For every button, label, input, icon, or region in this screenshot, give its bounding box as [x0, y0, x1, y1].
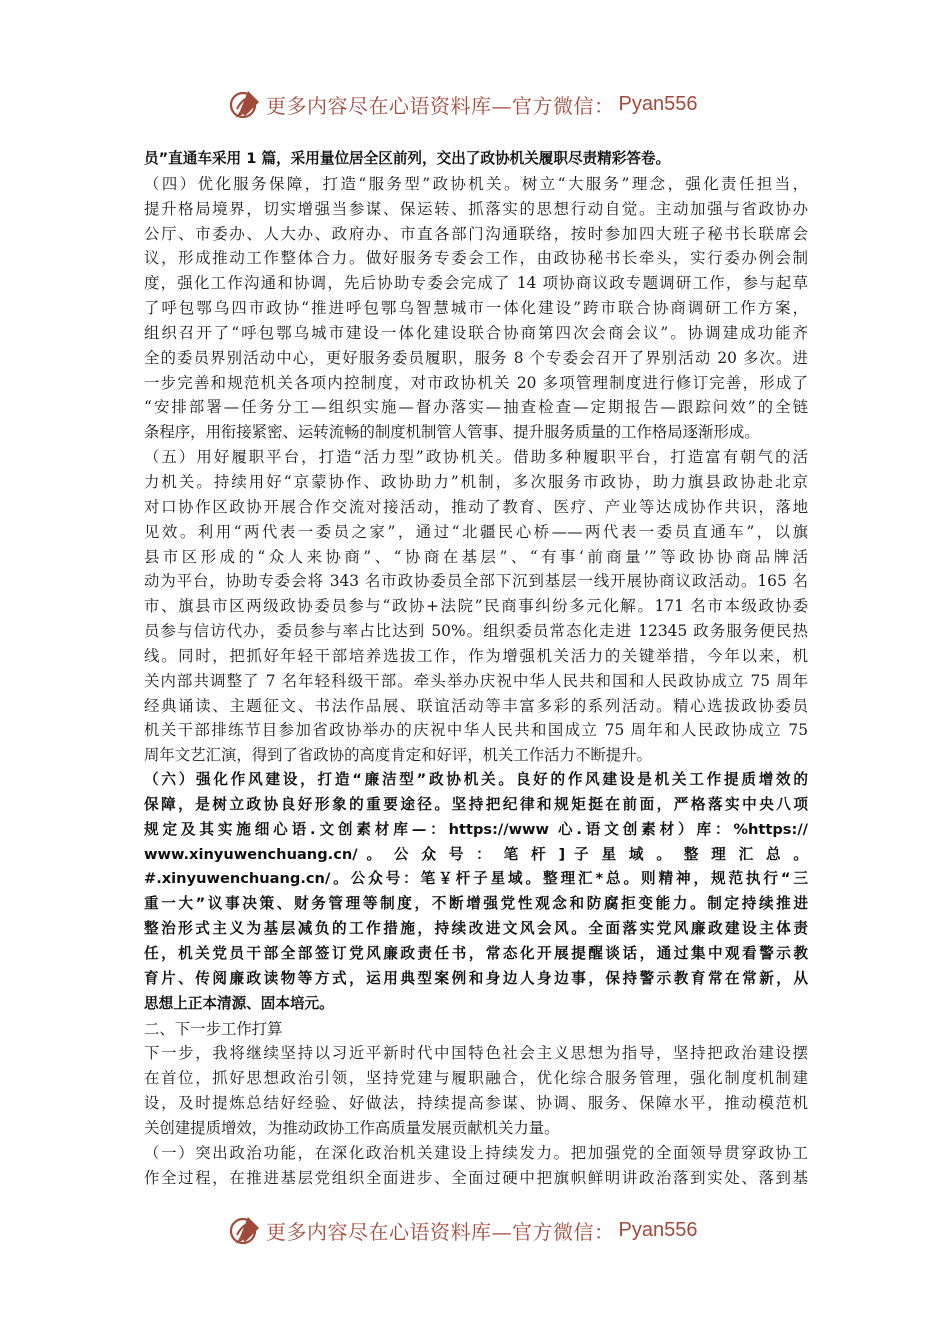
text-line: 组织召开了“呼包鄂乌城市建设一体化建设联合协商第四次会商会议”。协调建成功能齐 — [144, 323, 808, 342]
text-line: 关内部共调整了 7 名年轻科级干部。牵头举办庆祝中华人民共和国和人民政协成立 75 周年 — [144, 671, 808, 690]
text-line: 议，形成推动工作整体合力。做好服务专委会工作，由政协秘书长牵头，实行委办例会制 — [144, 249, 808, 268]
text-line: 重一大”议事决策、财务管理等制度，不断增强党性观念和防腐拒变能力。制定持续推进 — [144, 895, 808, 913]
text-line: 动为平台，协助专委会将 343 名市政协委员全部下沉到基层一线开展协商议政活动。165 名 — [144, 572, 808, 591]
text-line: 思想上正本清源、固本培元。 — [144, 994, 334, 1012]
text-line: 见效。利用“两代表一委员之家”，通过“北疆民心桥——两代表一委员直通车”，以旗 — [144, 522, 808, 541]
text-line: 公厅、市委办、人大办、政府办、市直各部门沟通联络，按时参加四大班子秘书长联席会 — [144, 224, 808, 243]
text-line: #.xinyuwenchuang.cn/。公众号：笔￥杆子星域。整理汇*总。则精神，规范执行“三 — [144, 870, 808, 888]
text-line: 市、旗县市区两级政协委员参与“政协+法院”民商事纠纷多元化解。171 名市本级政协委 — [144, 597, 808, 616]
header-banner-text: 更多内容尽在心语资料库—官方微信： — [266, 93, 615, 118]
text-line: 线。同时，把抓好年轻干部培养选拔工作，作为增强机关活力的关键举措，今年以来，机 — [144, 646, 808, 665]
text-line: （四）优化服务保障，打造“服务型”政协机关。树立“大服务”理念，强化责任担当， — [144, 174, 808, 193]
text-line: 作全过程，在推进基层党组织全面进步、全面过硬中把旗帜鲜明讲政治落到实处、落到基 — [144, 1168, 808, 1187]
text-line: 整治形式主义为基层减负的工作措施，持续改进文风会风。全面落实党风廉政建设主体责 — [144, 920, 808, 938]
text-line: 关创建提质增效，为推动政协工作高质量发展贡献机关力量。 — [144, 1118, 560, 1137]
text-line: “安排部署—任务分工—组织实施—督办落实—抽查检查—定期报告—跟踪问效”的全链 — [144, 398, 808, 417]
text-line: 力机关。持续用好“京蒙协作、政协助力”机制，多次服务市政协，助力旗县政协赴北京 — [144, 472, 808, 491]
text-line: 育片、传阅廉政读物等方式，运用典型案例和身边人身边事，保持警示教育常在常新，从 — [144, 969, 808, 987]
text-line: 提升格局境界，切实增强当参谋、保运转、抓落实的思想行动自觉。主动加强与省政协办 — [144, 199, 808, 218]
text-line: 周年文艺汇演，得到了省政协的高度肯定和好评，机关工作活力不断提升。 — [144, 746, 652, 765]
text-line: 下一步，我将继续坚持以习近平新时代中国特色社会主义思想为指导，坚持把政治建设摆 — [144, 1044, 808, 1063]
text-line: 对口协作区政协开展合作交流对接活动，推动了教育、医疗、产业等达成协作共识，落地 — [144, 497, 808, 516]
text-line: 在首位，抓好思想政治引领，坚持党建与履职融合，优化综合服务管理，强化制度机制建 — [144, 1069, 808, 1088]
footer-wechat-id: Pyan556 — [618, 1218, 698, 1241]
text-line: （一）突出政治功能，在深化政治机关建设上持续发力。把加强党的全面领导贯穿政协工 — [144, 1143, 808, 1162]
text-line: www.xinyuwenchuang.cn/ 。 公 众 号 ： 笔 杆 ] 子 星 域 。 整 理 汇 总 。 — [144, 845, 808, 863]
text-line: 任，机关党员干部全部签订党风廉政责任书，常态化开展提醒谈话，通过集中观看警示教 — [144, 945, 808, 962]
footer-watermark-banner — [228, 1210, 697, 1250]
text-line: （五）用好履职平台，打造“活力型”政协机关。借助多种履职平台，打造富有朝气的活 — [144, 448, 808, 467]
text-line: 了呼包鄂乌四市政协“推进呼包鄂乌智慧城市一体化建设”跨市联合协商调研工作方案， — [144, 299, 808, 318]
document-body — [144, 147, 808, 1190]
pen-logo-icon — [228, 87, 262, 121]
text-line: 县市区形成的“众人来协商”、“协商在基层”、“有事‘前商量’”等政协协商品牌活 — [144, 547, 808, 566]
text-line: 保障，是树立政协良好形象的重要途径。坚持把纪律和规矩挺在前面，严格落实中央八项 — [144, 795, 808, 813]
header-wechat-id: Pyan556 — [618, 92, 698, 115]
text-line: 规定及其实施细心语.文创素材库—：https://www 心.语文创素材）库：%https:// — [144, 820, 808, 838]
text-line: 全的委员界别活动中心，更好服务委员履职，服务 8 个专委会召开了界别活动 20 多次。进 — [144, 348, 808, 367]
text-line: （六）强化作风建设，打造“廉洁型”政协机关。良好的作风建设是机关工作提质增效的 — [144, 771, 808, 789]
text-line: 一步完善和规范机关各项内控制度，对市政协机关 20 多项管理制度进行修订完善，形成了 — [144, 373, 808, 392]
footer-banner-text: 更多内容尽在心语资料库—官方微信： — [266, 1219, 615, 1244]
text-line: 员”直通车采用 1 篇，采用量位居全区前列，交出了政协机关履职尽责精彩答卷。 — [144, 150, 671, 167]
text-line: 设，及时提炼总结好经验、好做法，持续提高参谋、协调、服务、保障水平，推动模范机 — [144, 1094, 808, 1113]
text-line: 经典诵读、主题征文、书法作品展、联谊活动等丰富多彩的系列活动。精心选拔政协委员 — [144, 696, 808, 715]
text-line: 员参与信访代办，委员参与率占比达到 50%。组织委员常态化走进 12345 政务服务便民热 — [144, 622, 808, 641]
text-line: 度，强化工作沟通和协调，先后协助专委会完成了 14 项协商议政专题调研工作，参与起草 — [144, 274, 808, 293]
text-line: 条程序，用衔接紧密、运转流畅的制度机制管人管事、提升服务质量的工作格局逐渐形成。 — [144, 423, 760, 442]
text-line: 二、下一步工作打算 — [144, 1019, 283, 1038]
text-line: 机关干部排练节目参加省政协举办的庆祝中华人民共和国成立 75 周年和人民政协成立 75 — [144, 721, 808, 740]
header-watermark-banner — [228, 84, 697, 124]
pen-logo-icon — [228, 1213, 262, 1247]
